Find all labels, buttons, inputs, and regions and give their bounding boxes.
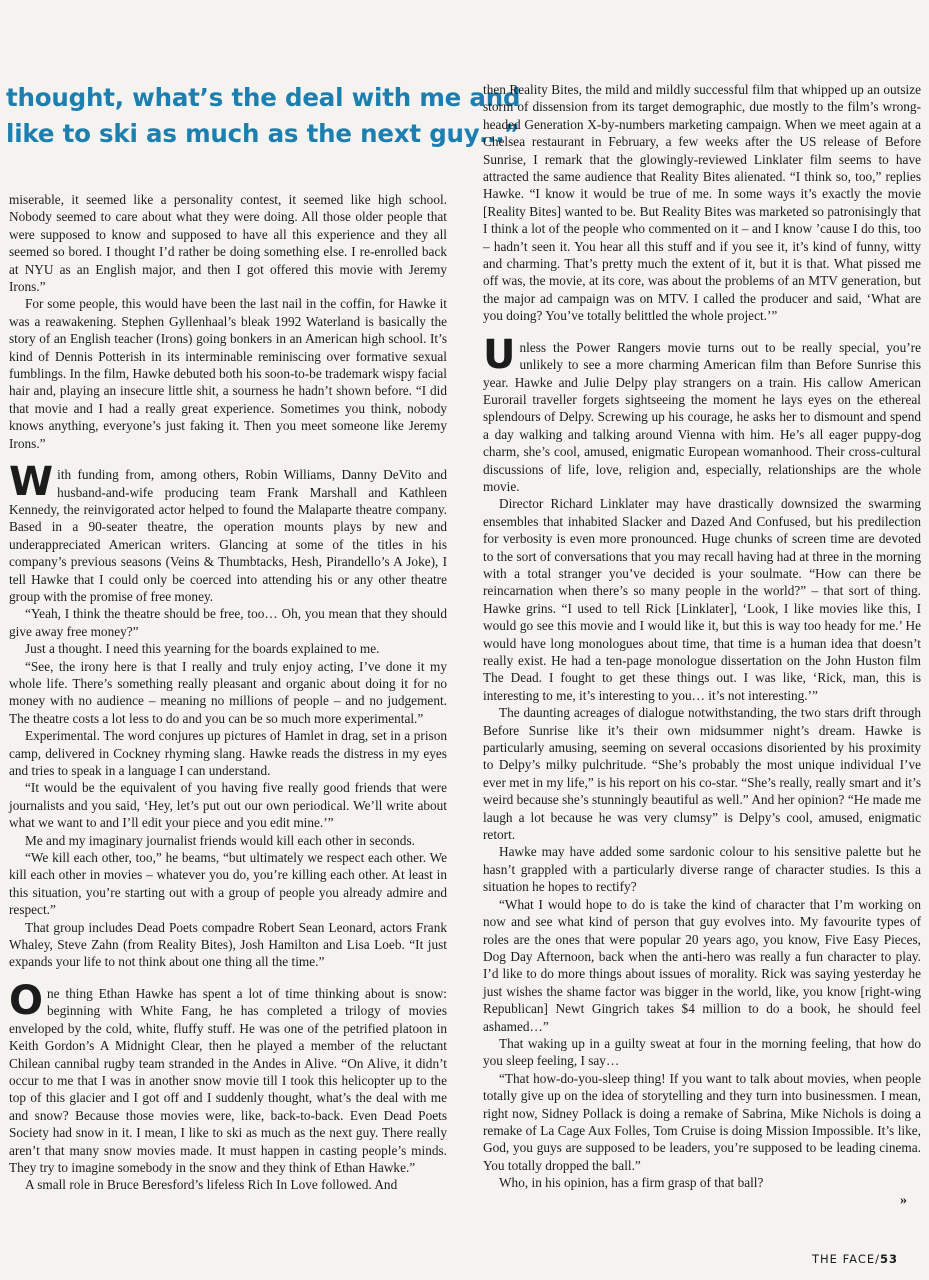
paragraph: For some people, this would have been the last nail in the coffin, for Hawke it was a reawakening. Stephen Gyllenhaal’s bleak 1992 Waterland is basically the story of an English teacher (Irons) going bonkers in an American high school. It’s kind of Dennis Potterish in its interminable reminiscing over formative sexual fumblings. In the film, Hawke debuted both his soon-to-be trademark wispy facial hair and, playing an insecure little shit, a sourness he hadn’t shown before. “I did that movie and I had a really great experience. Sometimes you think, nobody knows anything, everyone’s just faking it. Then you meet someone like Jeremy Irons.” — [9, 296, 447, 451]
paragraph: Just a thought. I need this yearning for the boards explained to me. — [25, 641, 380, 657]
drop-cap: W — [9, 459, 54, 506]
paragraph: Experimental. The word conjures up pictures of Hamlet in drag, set in a prison camp, delivered in Cockney rhyming slang. Hawke reads the distress in my eyes and tries to speak in a language I can understand. — [9, 728, 447, 778]
article-column-right — [483, 81, 921, 1192]
paragraph: miserable, it seemed like a personality contest, it seemed like high school. Nobody seemed to care about what they were doing. All those older people that were supposed to know and supposed to have all this experience and they all seemed so bored. I thought I’d rather be doing something else. I re-enrolled back at NYU as an English major, and then I got offered this movie with Jeremy Irons.” — [9, 192, 447, 295]
paragraph: “It would be the equivalent of you having five really good friends that were journalists and you said, ‘Hey, let’s put out our own periodical. We’ll write about what we want to and I’ll edit your piece and you edit mine.’” — [9, 780, 447, 831]
paragraph: Hawke may have added some sardonic colour to his sensitive palette but he hasn’t grappled with a particularly diverse range of character studies. Is this a situation he hopes to rectify? — [483, 844, 921, 895]
pull-quote-line: like to ski as much as the next guy…” — [6, 119, 520, 148]
continued-arrow-icon: » — [900, 1193, 907, 1208]
paragraph: Me and my imaginary journalist friends would kill each other in seconds. — [25, 832, 415, 848]
paragraph: “That how-do-you-sleep thing! If you want to talk about movies, when people totally give up on the idea of storytelling and they turn into businessmen. I mean, right now, Sidney Pollack is doing a remake of Sabrina, Mike Nichols is doing a remake of La Cage Aux Folles, Tom Cruise is doing Mission Impossible. It’s like, God, you guys are supposed to be leaders, you’re supposed to be leading cinema. You totally dropped the ball.” — [483, 1070, 921, 1173]
page-number: 53 — [880, 1252, 899, 1266]
paragraph: A small role in Bruce Beresford’s lifeless Rich In Love followed. And — [25, 1177, 398, 1193]
paragraph — [9, 977, 447, 1176]
paragraph: Director Richard Linklater may have drastically downsized the swarming ensembles that inhabited Slacker and Dazed And Confused, but his predilection for verbosity is even more pronounced. Huge chunks of screen time are devoted to the sort of conversations that you may recall having had at three in the morning with a total stranger you’ve decided is your soulmate. “How can there be reincarnation when there’s so many people in the world?” – that sort of thing. Hawke grins. “I used to tell Rick [Linklater], ‘Look, I like movies like this, I would go see this movie and I would like it, but this is way too heady for me.’ He would have long monologues about time, that time is a human idea that doesn’t really exist. He had a ten-page monologue dissertation on the John Huston film The Dead. I fought to get these things out. I was like, ‘Rick, man, this is interesting to me, it’s interesting to you… it’s not interesting.’” — [483, 496, 921, 703]
folio-separator: / — [875, 1252, 880, 1266]
paragraph-text: ne thing Ethan Hawke has spent a lot of time thinking about is snow: beginning with White Fang, he has completed a trilogy of movies enveloped by the cold, white, fluffy stuff. He was one of the petrified platoon in Keith Gordon’s A Midnight Clear, then he played a member of the reluctant Chilean cannibal rugby team stranded in the Andes in Alive. “On Alive, it didn’t occur to me that I was in another snow movie till I took this helicopter up to the top of this glacier and I got off and I suddenly thought, what’s the deal with me and snow? Because those movies were, like, back-to-back. Even Dead Poets Society had snow in it. I mean, I like to ski as much as the next guy. There really aren’t that many snow movies made. It must happen in casting people’s minds. They try to imagine somebody in the snow and they think of Ethan Hawke.” — [9, 985, 447, 1175]
magazine-name: THE FACE — [812, 1252, 876, 1266]
paragraph: “What I would hope to do is take the kind of character that I’m working on now and see what kind of person that guy evolves into. My favourite types of roles are the ones that were popular 20 years ago, you know, Five Easy Pieces, Dog Day Afternoon, back when the anti-hero was really a fun character to play. I’d like to do more things about issues of morality. Rick was saying yesterday he just wishes the shame factor was bigger in the world, like, you know [right-wing Republican] Newt Gingrich takes $4 million to do a book, he should feel ashamed…” — [483, 896, 921, 1034]
drop-cap: U — [483, 331, 516, 378]
article-column-left — [9, 191, 447, 1194]
paragraph: That group includes Dead Poets compadre Robert Sean Leonard, actors Frank Whaley, Steve Zahn (from Reality Bites), Josh Hamilton and Lisa Loeb. “It just expands your life to not think about one thing all the time.” — [9, 919, 447, 970]
paragraph: Who, in his opinion, has a firm grasp of that ball? — [499, 1175, 764, 1191]
paragraph: “We kill each other, too,” he beams, “but ultimately we respect each other. We kill each other in movies – whatever you do, you’re killing each other. At least in this situation, you’re starting out with a group of people you already admire and respect.” — [9, 850, 447, 918]
paragraph: “See, the irony here is that I really and truly enjoy acting, I’ve done it my whole life. There’s something really pleasant and organic about doing it for no money with no audience – meaning no millions of people – and no judgement. The theatre costs a lot less to do and you can be so much more experimental.” — [9, 658, 447, 726]
paragraph: then Reality Bites, the mild and mildly successful film that whipped up an outsize storm of dissension from its target demographic, due mostly to the film’s wrong-headed Generation X-by-numbers marketing campaign. When we meet again at a Chelsea restaurant in February, a few weeks after the US release of Before Sunrise, I remark that the glowingly-reviewed Linklater film seems to have attracted the same audience that Reality Bites alienated. “I think so, too,” replies Hawke. “I know it would be true of me. In some ways it’s exactly the movie [Reality Bites] wanted to be. But Reality Bites was marketed so patronisingly that I think a lot of the people who commented on it – and I know ’cause I do this, too – hadn’t seen it. You hear all this stuff and if you see it, it’s kind of funny, witty and charming. That’s pretty much the extent of it, but it is that. What pissed me off was, the movie, at its core, was about the problems of an MTV generation, but the major ad campaign was on MTV. I called the producer and said, ‘What are you doing? You’ve totally belittled the whole project.’” — [483, 82, 921, 324]
page-footer — [812, 1252, 898, 1266]
paragraph: That waking up in a guilty sweat at four in the morning feeling, that how do you sleep feeling, I say… — [483, 1035, 921, 1069]
pull-quote-line: thought, what’s the deal with me and — [6, 83, 521, 112]
drop-cap: O — [9, 977, 44, 1024]
paragraph: “Yeah, I think the theatre should be free, too… Oh, you mean that they should give away free money?” — [9, 606, 447, 639]
paragraph — [483, 331, 921, 496]
paragraph-text: ith funding from, among others, Robin Williams, Danny DeVito and husband-and-wife producing team Frank Marshall and Kathleen Kennedy, the reinvigorated actor helped to found the Malaparte theatre company. Based in a 90-seater theatre, the operation mounts plays by new and underappreciated American writers. Glancing at some of the titles in his company’s previous seasons (Veins & Thumbtacks, Hesh, Pirandello’s A Joke), I tell Hawke that I could only be coerced into attending his or any other theatre group with the promise of free money. — [9, 467, 447, 604]
paragraph — [9, 459, 447, 605]
paragraph-text: nless the Power Rangers movie turns out to be really special, you’re unlikely to see a more charming American film than Before Sunrise this year. Hawke and Julie Delpy play strangers on a train. His callow American Eurorail traveller forgets sightseeing the moment he lays eyes on the ethereal splendours of Delpy. Screwing up his courage, he asks her to dismount and spend a day walking and talking around Vienna with him. He’s all eager puppy-dog charm, she’s cool, amused, enigmatic European womanhood. Their cross-cultural discussions of life, love, religion and, especially, relationships are the whole movie. — [483, 339, 921, 494]
pull-quote — [6, 80, 521, 152]
paragraph: The daunting acreages of dialogue notwithstanding, the two stars drift through Before Sunrise like it’s their own midsummer night’s dream. Hawke is particularly amusing, seeming on several occasions disoriented by his proximity to Delpy’s milky pulchritude. “She’s probably the most unique individual I’ve ever met in my life,” is his report on his co-star. “She’s really, really smart and it’s weird because she’s stunningly beautiful as well.” And her opinion? “He made me laugh a lot because he was very clumsy” is Delpy’s cool, amused, enigmatic retort. — [483, 705, 921, 843]
